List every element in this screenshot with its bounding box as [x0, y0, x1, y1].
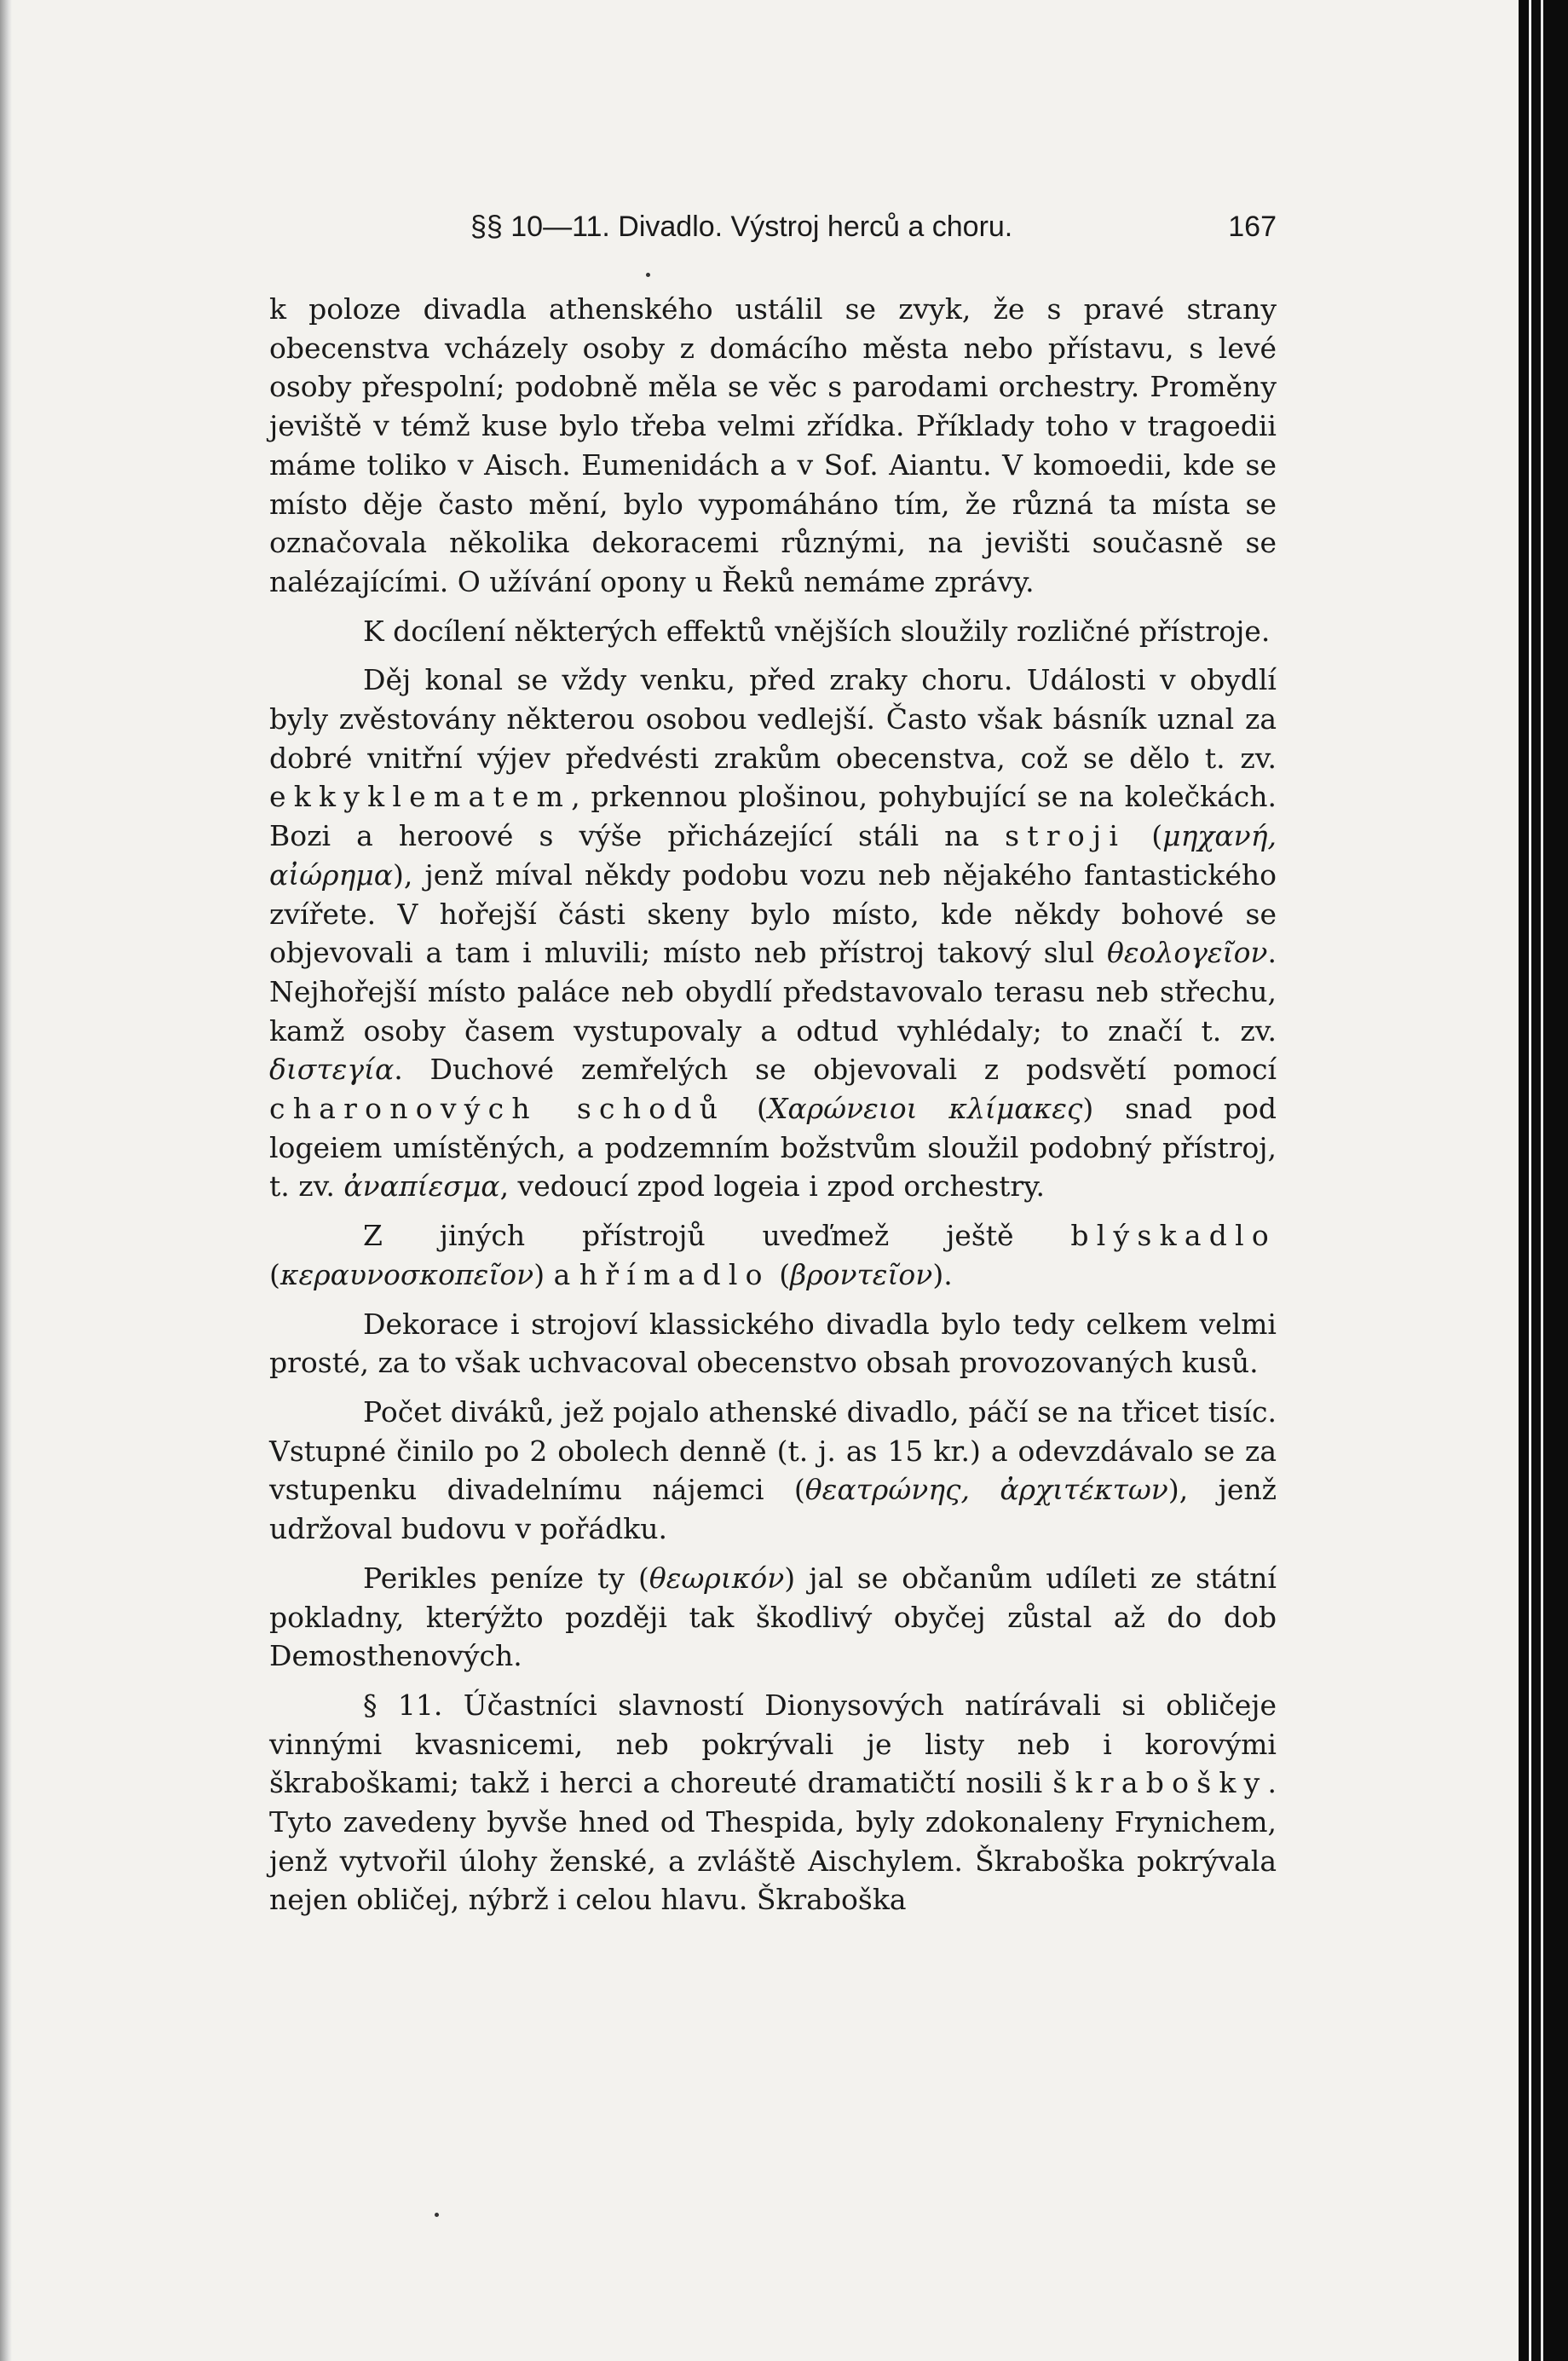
text-run: , prkennou plošinou, pohybující se na kolečkách. Bozi a heroové s výše přicházející stáli na: [269, 780, 1277, 853]
text-run: ) snad pod logeiem umístěných, a podzemním božstvům sloužil podobný přístroj, t. zv.: [269, 1092, 1277, 1204]
text-run: . Tyto zavedeny byvše hned od Thespida, byly zdokonaleny Frynichem, jenž vytvořil úlohy ženské, a zvláště Aischylem. Škraboška pokrývala nejen obličej, nýbrž i celou hlavu. Škraboška: [269, 1766, 1277, 1917]
text-run: ) jal se občanům udíleti ze státní pokladny, kterýžto později tak škodlivý obyčej zůstal až do dob Demosthenových.: [269, 1561, 1277, 1673]
text-run: , vedoucí zpod logeia i zpod orchestry.: [499, 1169, 1045, 1204]
greek-term: θεωρικόν: [649, 1561, 785, 1595]
paragraph-other-devices: [269, 1216, 1277, 1294]
scan-edge-line: [1541, 0, 1543, 2361]
text-run: Děj konal se vždy venku, před zraky choru. Události v obydlí byly zvěstovány některou osobou vedlejší. Často však básník uznal za dobré vnitřní výjev předvésti zrakům obecenstva, což se dělo t. zv.: [269, 663, 1277, 775]
text-run: (: [269, 1257, 280, 1291]
spaced-emphasis: charonových schodů: [269, 1092, 726, 1126]
paper-speck: [435, 2213, 439, 2217]
text-run: Počet diváků, jež pojalo athenské divadlo, páčí se na třicet tisíc. Vstupné činilo po 2 obolech denně (t. j. as 15 kr.) a odevzdávalo se za vstupenku divadelnímu nájemci (: [269, 1394, 1277, 1507]
body-text: [269, 290, 1277, 1919]
greek-term: θεατρώνης, ἀρχιτέκτων: [804, 1473, 1168, 1507]
greek-term: βροντεῖον: [790, 1257, 933, 1291]
spaced-emphasis: blýskadlo: [1070, 1219, 1277, 1253]
paragraph-positions: [269, 290, 1277, 602]
paragraph-decoration: [269, 1305, 1277, 1383]
text-run: k poloze divadla athenského ustálil se zvyk, že s pravé strany obecenstva vcházely osoby z domácího města nebo přístavu, s levé osoby přespolní; podobně měla se věc s parodami orchestry. Proměny jeviště v témž kuse bylo třeba velmi zřídka. Příklady toho v tragoedii máme toliko v Aisch. Eumenidách a v Sof. Aiantu. V komoedii, kde se místo děje často mění, bylo vypomáháno tím, že různá ta místa se označovala několika dekoracemi různými, na jevišti současně se nalézajícími. O užívání opony u Řeků nemáme zprávy.: [269, 292, 1277, 598]
spaced-emphasis: stroji: [1005, 819, 1127, 853]
greek-term: διστεγία: [269, 1053, 395, 1087]
text-run: . Nejhořejší místo paláce neb obydlí představovalo terasu neb střechu, kamž osoby časem vystupovaly a odtud vyhlédaly; to značí t. zv.: [269, 936, 1277, 1048]
paragraph-apparatus: [269, 612, 1277, 651]
greek-term: ἀναπίεσμα: [343, 1169, 500, 1204]
paper-speck: [646, 273, 650, 277]
page-number: 167: [1228, 211, 1277, 243]
text-run: Z jiných přístrojů uveďmež ještě: [363, 1219, 1071, 1253]
text-run: . Duchové zemřelých se objevovali z podsvětí pomocí: [394, 1053, 1277, 1087]
greek-term: κεραυνοσκοπεῖον: [280, 1257, 534, 1291]
text-run: ), jenž míval někdy podobu vozu neb nějakého fantastického zvířete. V hořejší části skeny bylo místo, kde někdy bohové se objevovali a tam i mluvili; místo neb přístroj takový slul: [269, 857, 1277, 970]
header-title: §§ 10—11. Divadlo. Výstroj herců a choru.: [470, 211, 1013, 243]
text-run: ) a: [533, 1257, 579, 1291]
text-run: Dekorace i strojoví klassického divadla bylo tedy celkem velmi prosté, za to však uchvacoval obecenstvo obsah provozovaných kusů.: [269, 1307, 1277, 1380]
text-run: § 11. Účastníci slavností Dionysových natírávali si obličeje vinnými kvasnicemi, neb pokrývali je listy neb i korovými škraboškami; takž i herci a choreuté dramatičtí nosili: [269, 1688, 1277, 1800]
paragraph-stage-machinery: [269, 661, 1277, 1206]
scan-edge: [1519, 0, 1568, 2361]
text-run: ), jenž udržoval budovu v pořádku.: [269, 1473, 1277, 1546]
spaced-emphasis: škrabošky: [1052, 1766, 1268, 1800]
paragraph-spectators: [269, 1393, 1277, 1549]
text-run: (: [770, 1257, 791, 1291]
scan-edge-line: [1529, 0, 1531, 2361]
text-run: (: [725, 1092, 768, 1126]
text-run: Perikles peníze ty (: [363, 1561, 649, 1595]
greek-term: μηχανή, αἰώρημα: [269, 819, 1277, 892]
greek-term: Χαρώνειοι κλίμακες: [767, 1092, 1083, 1126]
greek-term: θεολογεῖον: [1106, 936, 1268, 970]
spaced-emphasis: hřímadlo: [579, 1257, 770, 1291]
paragraph-theorikon: [269, 1559, 1277, 1676]
text-run: K docílení některých effektů vnějších sloužily rozličné přístroje.: [363, 614, 1271, 648]
paragraph-section-11: [269, 1686, 1277, 1919]
book-spine-shadow: [0, 0, 12, 2361]
text-run: (: [1126, 819, 1163, 853]
running-header: [269, 203, 1277, 251]
text-run: ).: [932, 1257, 953, 1291]
spaced-emphasis: ekkyklematem: [269, 780, 572, 814]
